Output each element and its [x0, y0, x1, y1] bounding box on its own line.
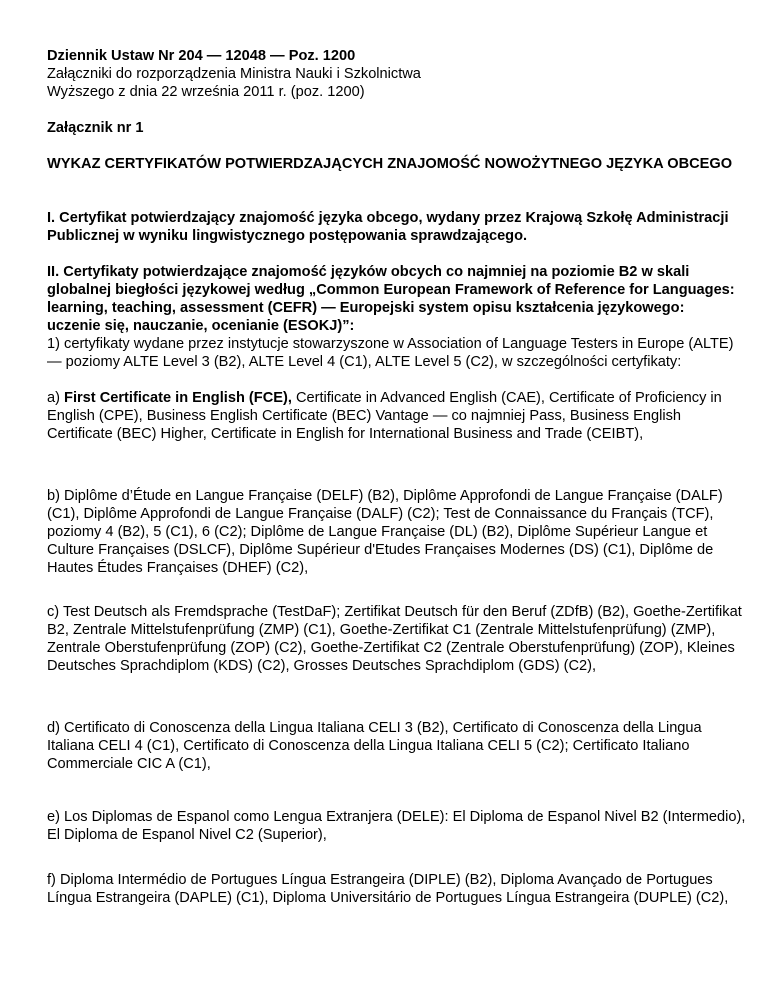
journal-reference: Dziennik Ustaw Nr 204 — 12048 — Poz. 1200 — [47, 48, 356, 64]
annex-header-line-2: Wyższego z dnia 22 września 2011 r. (poz. 1200) — [47, 84, 365, 100]
item-d-paragraph: d) Certificato di Conoscenza della Lingua Italiana CELI 3 (B2), Certificato di Conoscenza della Lingua Italiana CELI 4 (C1), Certificato di Conoscenza della Lingua Italiana CELI 5 (C2); Certificato Italiano Commerciale CIC A (C1), — [47, 720, 702, 772]
list-title: WYKAZ CERTYFIKATÓW POTWIERDZAJĄCYCH ZNAJOMOŚĆ NOWOŻYTNEGO JĘZYKA OBCEGO — [47, 156, 733, 172]
item-c-paragraph: c) Test Deutsch als Fremdsprache (TestDaF); Zertifikat Deutsch für den Beruf (ZDfB) (B2), Goethe-Zertifikat B2, Zentrale Mittelstufenprüfung (ZMP) (C1), Goethe-Zertifikat C1 (Zentrale Mittelstufenprüfung) (ZMP), Zentrale Oberstufenprüfung (ZOP) (C2), Goethe-Zertifikat C2 (Zentrale Oberstufenprüfung) (ZOP), Kleines Deutsches Sprachdiplom (KDS) (C2), Grosses Deutsches Sprachdiplom (GDS) (C2), — [47, 604, 742, 674]
item-a-bold-certificate: First Certificate in English (FCE), — [64, 390, 292, 406]
item-b-paragraph: b) Diplôme d’Étude en Langue Française (DELF) (B2), Diplôme Approfondi de Langue Française (DALF) (C1), Diplôme Approfondi de Langue Française (DALF) (C2); Test de Connaissance du Français (TCF), poziomy 4 (B2), 5 (C1), 6 (C2); Diplôme de Langue Française (DL) (B2), Diplôme Supérieur Langue et Culture Françaises (DSLCF), Diplôme Supérieur d'Etudes Françaises Modernes (DS) (C1), Diplôme de Hautes Études Françaises (DHEF) (C2), — [47, 488, 723, 576]
item-f-paragraph: f) Diploma Intermédio de Portugues Língua Estrangeira (DIPLE) (B2), Diploma Avançado de Portugues Língua Estrangeira (DAPLE) (C1), Diploma Universitário de Portugues Língua Estrangeira (DUPLE) (C2), — [47, 872, 729, 906]
point-1-paragraph: 1) certyfikaty wydane przez instytucje stowarzyszone w Association of Language Testers in Europe (ALTE) — poziomy ALTE Level 3 (B2), ALTE Level 4 (C1), ALTE Level 5 (C2), w szczególności certyfikaty: — [47, 336, 734, 370]
item-e-paragraph: e) Los Diplomas de Espanol como Lengua Extranjera (DELE): El Diploma de Espanol Nivel B2 (Intermedio), El Diploma de Espanol Nivel C2 (Superior), — [47, 809, 746, 843]
section-i-paragraph: I. Certyfikat potwierdzający znajomość języka obcego, wydany przez Krajową Szkołę Administracji Publicznej w wyniku lingwistycznego postępowania sprawdzającego. — [47, 210, 729, 244]
item-a-paragraph — [47, 389, 747, 443]
item-a-rest: Certificate in Advanced English (CAE), Certificate of Proficiency in English (CPE), Business English Certificate (BEC) Vantage — co najmniej Pass, Business English Certificate (BEC) Higher, Certificate in English for International Business and Trade (CEIBT), — [47, 390, 722, 442]
section-ii-paragraph: II. Certyfikaty potwierdzające znajomość języków obcych co najmniej na poziomie B2 w skali globalnej biegłości językowej według „Common European Framework of Reference for Languages: learning, teaching, assessment (CEFR) — Europejski system opisu kształcenia językowego: uczenie się, nauczanie, ocenianie (ESOKJ)”: — [47, 264, 735, 334]
item-a-prefix: a) — [47, 390, 65, 406]
annex-header-line-1: Załączniki do rozporządzenia Ministra Nauki i Szkolnictwa — [47, 66, 421, 82]
annex-title: Załącznik nr 1 — [47, 120, 144, 136]
